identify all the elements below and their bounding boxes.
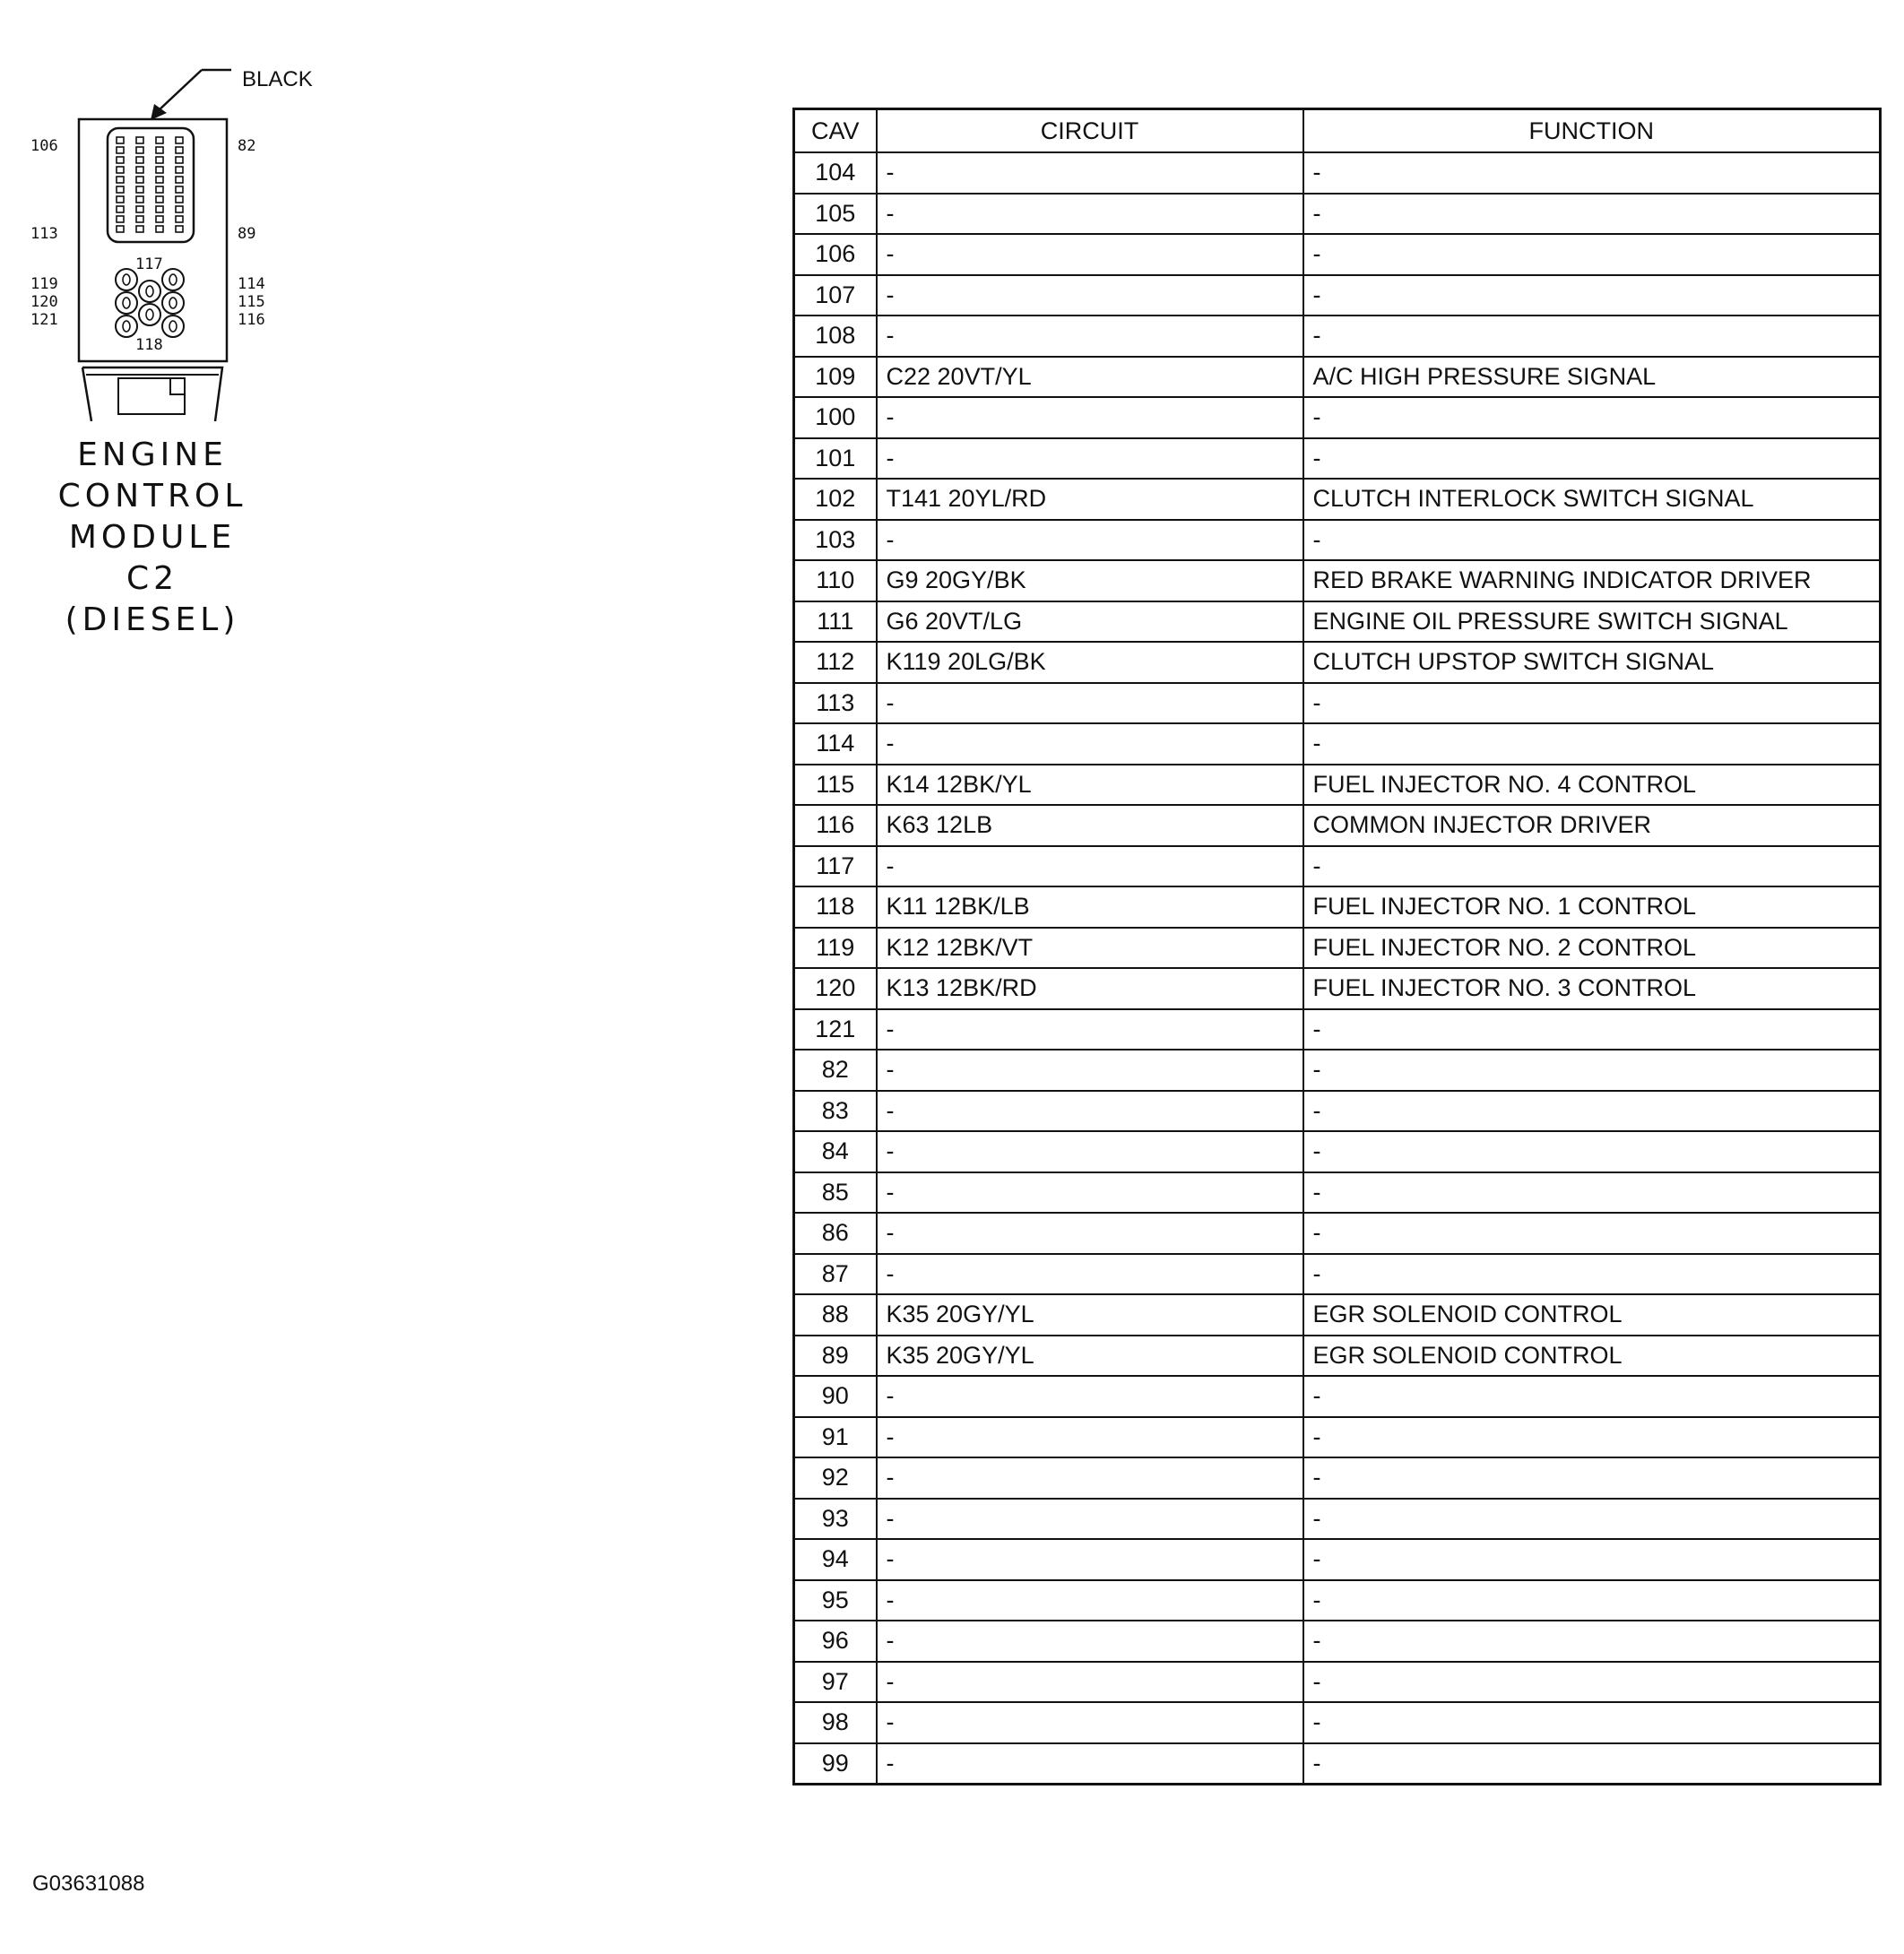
function-cell: - xyxy=(1303,1131,1881,1172)
cav-cell: 106 xyxy=(794,234,877,275)
table-row xyxy=(794,275,1881,316)
circuit-cell: K14 12BK/YL xyxy=(877,765,1303,806)
circuit-cell: K12 12BK/VT xyxy=(877,928,1303,969)
table-row xyxy=(794,1621,1881,1662)
circuit-cell: - xyxy=(877,194,1303,235)
table-row xyxy=(794,316,1881,357)
table-row xyxy=(794,560,1881,601)
connector-diagram xyxy=(0,0,323,421)
pin-label-115: 115 xyxy=(238,293,265,311)
function-cell: - xyxy=(1303,1539,1881,1580)
cavity-pin xyxy=(176,157,183,163)
cavity-pin xyxy=(176,186,183,193)
callout-label: BLACK xyxy=(242,67,313,91)
function-cell: - xyxy=(1303,683,1881,724)
round-pin xyxy=(162,316,184,337)
function-cell: - xyxy=(1303,152,1881,194)
cav-cell: 99 xyxy=(794,1743,877,1785)
function-cell: CLUTCH UPSTOP SWITCH SIGNAL xyxy=(1303,642,1881,683)
circuit-cell: K119 20LG/BK xyxy=(877,642,1303,683)
cav-cell: 111 xyxy=(794,601,877,643)
pin-label-116: 116 xyxy=(238,311,265,329)
function-cell: ENGINE OIL PRESSURE SWITCH SIGNAL xyxy=(1303,601,1881,643)
cavity-pin xyxy=(117,147,124,153)
table-row xyxy=(794,1172,1881,1214)
table-row xyxy=(794,723,1881,765)
table-row xyxy=(794,1580,1881,1621)
circuit-cell: - xyxy=(877,1499,1303,1540)
table-row xyxy=(794,805,1881,846)
cav-cell: 88 xyxy=(794,1294,877,1336)
circuit-cell: - xyxy=(877,1539,1303,1580)
cav-cell: 97 xyxy=(794,1662,877,1703)
table-row xyxy=(794,1294,1881,1336)
header-circuit: CIRCUIT xyxy=(877,109,1303,153)
table-row xyxy=(794,479,1881,520)
table-row xyxy=(794,1336,1881,1377)
cav-cell: 92 xyxy=(794,1457,877,1499)
circuit-cell: - xyxy=(877,1254,1303,1295)
table-row xyxy=(794,1376,1881,1417)
table-row xyxy=(794,765,1881,806)
cav-cell: 114 xyxy=(794,723,877,765)
table-row xyxy=(794,642,1881,683)
round-pin xyxy=(162,269,184,290)
round-pin xyxy=(116,292,137,314)
cavity-pin xyxy=(156,167,163,173)
circuit-cell: - xyxy=(877,1131,1303,1172)
round-pin xyxy=(139,281,160,302)
cavity-pin xyxy=(117,137,124,143)
cav-cell: 91 xyxy=(794,1417,877,1458)
pinout-table-body xyxy=(794,152,1881,1785)
table-row xyxy=(794,846,1881,887)
cav-cell: 120 xyxy=(794,968,877,1009)
table-row xyxy=(794,1457,1881,1499)
module-title-line: (DIESEL) xyxy=(65,601,240,638)
cavity-pin xyxy=(176,226,183,232)
function-cell: CLUTCH INTERLOCK SWITCH SIGNAL xyxy=(1303,479,1881,520)
cavity-pin xyxy=(176,196,183,203)
round-pin xyxy=(162,292,184,314)
function-cell: - xyxy=(1303,1743,1881,1785)
circuit-cell: - xyxy=(877,846,1303,887)
round-pin xyxy=(116,316,137,337)
table-row xyxy=(794,683,1881,724)
cav-cell: 119 xyxy=(794,928,877,969)
circuit-cell: - xyxy=(877,152,1303,194)
cav-cell: 117 xyxy=(794,846,877,887)
cav-cell: 107 xyxy=(794,275,877,316)
function-cell: COMMON INJECTOR DRIVER xyxy=(1303,805,1881,846)
table-row xyxy=(794,1009,1881,1050)
round-pin xyxy=(116,269,137,290)
round-pin-contact xyxy=(169,274,177,285)
table-row xyxy=(794,194,1881,235)
pin-label-121: 121 xyxy=(30,311,58,329)
circuit-cell: - xyxy=(877,1621,1303,1662)
table-row xyxy=(794,928,1881,969)
header-cav: CAV xyxy=(794,109,877,153)
cavity-pin xyxy=(117,226,124,232)
module-title xyxy=(36,435,269,641)
pin-label-89: 89 xyxy=(238,225,256,243)
cav-cell: 109 xyxy=(794,357,877,398)
round-pin-contact xyxy=(123,321,130,332)
cavity-pin xyxy=(156,147,163,153)
cavity-pin xyxy=(176,137,183,143)
table-row xyxy=(794,152,1881,194)
module-title-line: C2 xyxy=(125,560,179,597)
function-cell: FUEL INJECTOR NO. 3 CONTROL xyxy=(1303,968,1881,1009)
cavity-pin xyxy=(136,206,143,212)
cav-cell: 87 xyxy=(794,1254,877,1295)
circuit-cell: - xyxy=(877,520,1303,561)
table-row xyxy=(794,397,1881,438)
circuit-cell: - xyxy=(877,1376,1303,1417)
cavity-pin xyxy=(117,216,124,222)
cavity-pin xyxy=(136,157,143,163)
circuit-cell: K63 12LB xyxy=(877,805,1303,846)
circuit-cell: - xyxy=(877,397,1303,438)
circuit-cell: T141 20YL/RD xyxy=(877,479,1303,520)
cav-cell: 98 xyxy=(794,1702,877,1743)
circuit-cell: - xyxy=(877,234,1303,275)
table-row xyxy=(794,886,1881,928)
cav-cell: 89 xyxy=(794,1336,877,1377)
function-cell: - xyxy=(1303,397,1881,438)
circuit-cell: K11 12BK/LB xyxy=(877,886,1303,928)
table-row xyxy=(794,1131,1881,1172)
circuit-cell: - xyxy=(877,723,1303,765)
pin-label-117: 117 xyxy=(135,255,163,273)
round-pin-contact xyxy=(146,309,153,320)
function-cell: - xyxy=(1303,316,1881,357)
cavity-pin xyxy=(156,137,163,143)
cavity-pin xyxy=(176,206,183,212)
cavity-pin xyxy=(176,167,183,173)
circuit-cell: - xyxy=(877,1457,1303,1499)
function-cell: RED BRAKE WARNING INDICATOR DRIVER xyxy=(1303,560,1881,601)
cavity-pin xyxy=(136,177,143,183)
table-row xyxy=(794,438,1881,480)
table-row xyxy=(794,1539,1881,1580)
function-cell: - xyxy=(1303,1091,1881,1132)
circuit-cell: C22 20VT/YL xyxy=(877,357,1303,398)
cav-cell: 121 xyxy=(794,1009,877,1050)
cavity-pin xyxy=(117,157,124,163)
circuit-cell: - xyxy=(877,683,1303,724)
pin-label-114: 114 xyxy=(238,275,265,293)
function-cell: - xyxy=(1303,1457,1881,1499)
circuit-cell: - xyxy=(877,1417,1303,1458)
table-row xyxy=(794,1050,1881,1091)
function-cell: EGR SOLENOID CONTROL xyxy=(1303,1294,1881,1336)
cavity-pin xyxy=(117,177,124,183)
cavity-pin xyxy=(136,196,143,203)
circuit-cell: G9 20GY/BK xyxy=(877,560,1303,601)
cav-cell: 113 xyxy=(794,683,877,724)
cavity-pin xyxy=(156,196,163,203)
cavity-pin xyxy=(156,226,163,232)
cav-cell: 96 xyxy=(794,1621,877,1662)
table-row xyxy=(794,1091,1881,1132)
cavity-pin xyxy=(156,206,163,212)
table-row xyxy=(794,520,1881,561)
cav-cell: 118 xyxy=(794,886,877,928)
cav-cell: 95 xyxy=(794,1580,877,1621)
circuit-cell: - xyxy=(877,1662,1303,1703)
table-row xyxy=(794,357,1881,398)
function-cell: - xyxy=(1303,520,1881,561)
table-row xyxy=(794,1743,1881,1785)
function-cell: EGR SOLENOID CONTROL xyxy=(1303,1336,1881,1377)
cavity-pin xyxy=(156,186,163,193)
table-row xyxy=(794,1254,1881,1295)
circuit-cell: K35 20GY/YL xyxy=(877,1294,1303,1336)
table-row xyxy=(794,1213,1881,1254)
cavity-pin xyxy=(117,196,124,203)
cav-cell: 86 xyxy=(794,1213,877,1254)
function-cell: - xyxy=(1303,846,1881,887)
function-cell: FUEL INJECTOR NO. 2 CONTROL xyxy=(1303,928,1881,969)
function-cell: - xyxy=(1303,438,1881,480)
pin-label-113: 113 xyxy=(30,225,58,243)
cavity-pin xyxy=(136,137,143,143)
cavity-pin xyxy=(117,206,124,212)
cavity-pin xyxy=(136,167,143,173)
function-cell: - xyxy=(1303,1702,1881,1743)
cavity-pin xyxy=(176,177,183,183)
table-row xyxy=(794,601,1881,643)
pin-label-120: 120 xyxy=(30,293,58,311)
circuit-cell: - xyxy=(877,1213,1303,1254)
table-header-row xyxy=(794,109,1881,153)
cav-cell: 85 xyxy=(794,1172,877,1214)
cav-cell: 105 xyxy=(794,194,877,235)
function-cell: - xyxy=(1303,1254,1881,1295)
cav-cell: 104 xyxy=(794,152,877,194)
round-pin-contact xyxy=(169,298,177,308)
cav-cell: 82 xyxy=(794,1050,877,1091)
cav-cell: 90 xyxy=(794,1376,877,1417)
module-title-line: MODULE xyxy=(68,519,237,556)
circuit-cell: - xyxy=(877,1702,1303,1743)
function-cell: A/C HIGH PRESSURE SIGNAL xyxy=(1303,357,1881,398)
function-cell: - xyxy=(1303,194,1881,235)
cav-cell: 116 xyxy=(794,805,877,846)
circuit-cell: K35 20GY/YL xyxy=(877,1336,1303,1377)
circuit-cell: - xyxy=(877,275,1303,316)
cav-cell: 103 xyxy=(794,520,877,561)
circuit-cell: G6 20VT/LG xyxy=(877,601,1303,643)
cav-cell: 101 xyxy=(794,438,877,480)
cav-cell: 110 xyxy=(794,560,877,601)
cav-cell: 115 xyxy=(794,765,877,806)
function-cell: - xyxy=(1303,1172,1881,1214)
function-cell: - xyxy=(1303,275,1881,316)
cavity-pin xyxy=(156,216,163,222)
function-cell: - xyxy=(1303,1662,1881,1703)
table-row xyxy=(794,1702,1881,1743)
function-cell: FUEL INJECTOR NO. 4 CONTROL xyxy=(1303,765,1881,806)
module-title-line: ENGINE xyxy=(77,437,228,473)
cav-cell: 112 xyxy=(794,642,877,683)
cavity-pin xyxy=(156,157,163,163)
table-row xyxy=(794,1499,1881,1540)
function-cell: - xyxy=(1303,1621,1881,1662)
round-pin-contact xyxy=(123,298,130,308)
cav-cell: 108 xyxy=(794,316,877,357)
pin-label-82: 82 xyxy=(238,137,256,155)
pin-label-119: 119 xyxy=(30,275,58,293)
cavity-pin xyxy=(136,147,143,153)
circuit-cell: - xyxy=(877,1172,1303,1214)
table-row xyxy=(794,1417,1881,1458)
cav-cell: 100 xyxy=(794,397,877,438)
pin-label-118: 118 xyxy=(135,336,163,354)
function-cell: - xyxy=(1303,1417,1881,1458)
function-cell: - xyxy=(1303,1376,1881,1417)
pin-label-106: 106 xyxy=(30,137,58,155)
table-row xyxy=(794,234,1881,275)
circuit-cell: - xyxy=(877,1580,1303,1621)
function-cell: - xyxy=(1303,1580,1881,1621)
function-cell: FUEL INJECTOR NO. 1 CONTROL xyxy=(1303,886,1881,928)
cav-cell: 84 xyxy=(794,1131,877,1172)
round-pin-cluster xyxy=(116,269,184,337)
round-pin-contact xyxy=(146,286,153,297)
cavity-pin xyxy=(136,226,143,232)
cavity-pin xyxy=(176,216,183,222)
cav-cell: 83 xyxy=(794,1091,877,1132)
round-pin xyxy=(139,304,160,325)
function-cell: - xyxy=(1303,1050,1881,1091)
header-function: FUNCTION xyxy=(1303,109,1881,153)
circuit-cell: - xyxy=(877,1050,1303,1091)
cavity-pin xyxy=(117,167,124,173)
cavity-pin xyxy=(136,216,143,222)
round-pin-contact xyxy=(123,274,130,285)
function-cell: - xyxy=(1303,1499,1881,1540)
circuit-cell: - xyxy=(877,316,1303,357)
figure-id: G03631088 xyxy=(32,1872,145,1896)
function-cell: - xyxy=(1303,234,1881,275)
circuit-cell: - xyxy=(877,1009,1303,1050)
cav-cell: 93 xyxy=(794,1499,877,1540)
table-row xyxy=(794,968,1881,1009)
function-cell: - xyxy=(1303,1213,1881,1254)
cav-cell: 102 xyxy=(794,479,877,520)
circuit-cell: - xyxy=(877,1743,1303,1785)
cavity-pin xyxy=(136,186,143,193)
function-cell: - xyxy=(1303,1009,1881,1050)
circuit-cell: - xyxy=(877,1091,1303,1132)
round-pin-contact xyxy=(169,321,177,332)
black-callout xyxy=(151,67,313,120)
module-title-line: CONTROL xyxy=(57,478,247,514)
cavity-pin xyxy=(117,186,124,193)
circuit-cell: K13 12BK/RD xyxy=(877,968,1303,1009)
cavity-pin xyxy=(176,147,183,153)
pin-grid xyxy=(117,137,183,232)
function-cell: - xyxy=(1303,723,1881,765)
pinout-table xyxy=(792,108,1882,1785)
cav-cell: 94 xyxy=(794,1539,877,1580)
cavity-pin xyxy=(156,177,163,183)
circuit-cell: - xyxy=(877,438,1303,480)
table-row xyxy=(794,1662,1881,1703)
